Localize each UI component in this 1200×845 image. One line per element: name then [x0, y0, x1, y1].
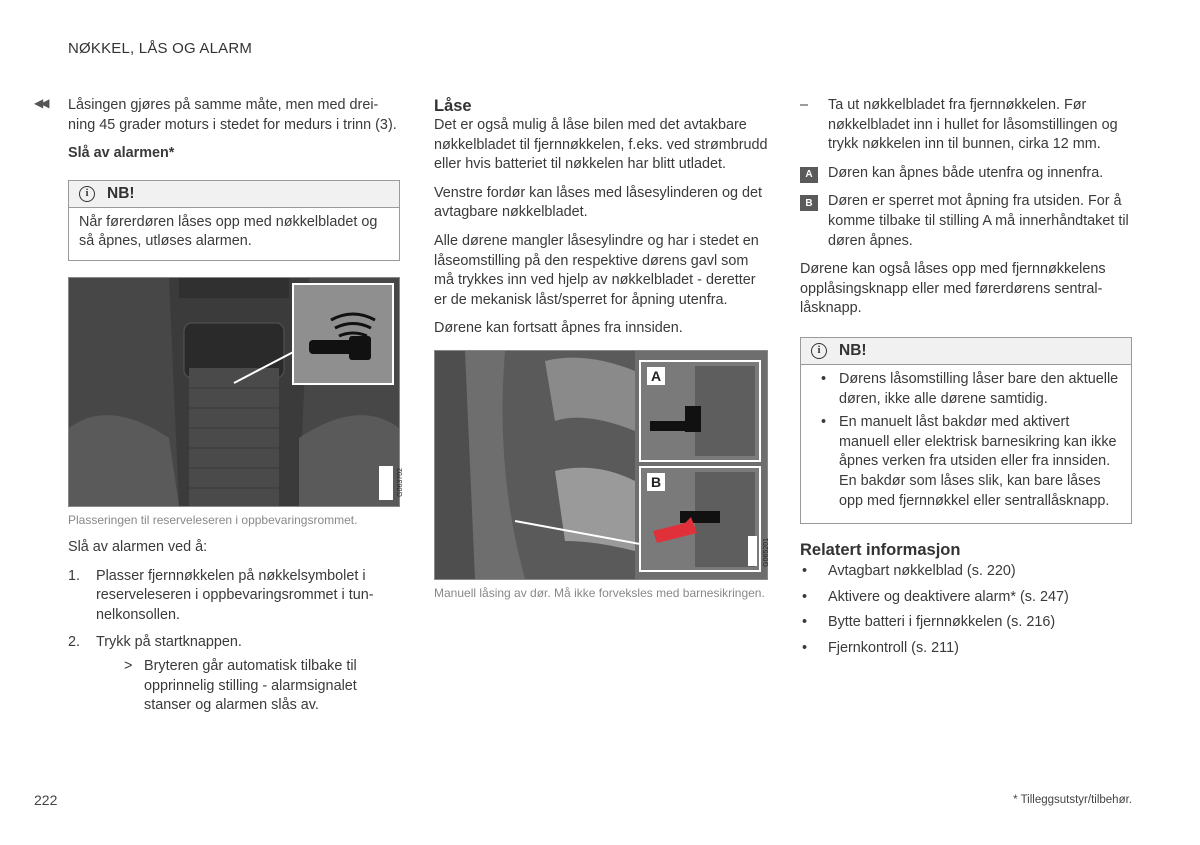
position-b-label: B	[650, 473, 662, 490]
info-icon: i	[811, 343, 827, 359]
related-link[interactable]: • Fjernkontroll (s. 211)	[800, 639, 1132, 659]
related-link[interactable]: • Avtagbart nøkkelblad (s. 220)	[800, 562, 1132, 582]
figure-door-lock	[434, 350, 768, 580]
note-item: • Dørens låsomstilling låser bare den aktuelle døren, ikke alle dørene samtidig.	[811, 370, 1121, 409]
position-b-item: B Døren er sperret mot åpning fra utsiden. For å komme tilbake til stilling A må innerhåndtaket til døren åpnes.	[800, 192, 1132, 251]
paragraph: Alle dørene mangler låsesylindre og har i stedet en låseomstilling på den respektive dørens gavl som må trykkes inn ved hjelp av nøkkelbladet - deretter er de mekanisk låst/sperret for åpning utenfra.	[434, 232, 759, 308]
steps-list	[68, 567, 400, 716]
note-header	[69, 181, 399, 208]
position-b-badge: B	[800, 195, 818, 211]
step-item: 1. Plasser fjernnøkkelen på nøkkelsymbolet i reserveleseren i oppbevaringsrommet i tunnelkonsollen.	[68, 567, 374, 623]
note-text: Når førerdøren låses opp med nøkkelbladet og så åpnes, utløses alarmen.	[79, 213, 378, 250]
position-a-badge: A	[800, 167, 818, 183]
page-number: 222	[34, 792, 58, 808]
subheading-disable-alarm: Slå av alarmen*	[68, 145, 175, 162]
door-illustration	[435, 351, 767, 579]
figure-code: G063702	[397, 467, 404, 497]
figure-backup-reader	[68, 277, 404, 507]
section-heading-lock: Låse	[434, 97, 472, 115]
column-middle	[434, 96, 768, 611]
paragraph: Dørene kan også låses opp med fjernnøkkelens opplåsingsknapp eller med førerdørens sentrallåsknapp.	[800, 261, 1106, 317]
note-header	[801, 338, 1131, 365]
related-list	[800, 562, 1132, 658]
figure-caption: Plasseringen til reserveleseren i oppbevaringsrommet.	[68, 512, 358, 527]
column-right	[800, 96, 1132, 664]
note-body	[801, 365, 1131, 523]
figure-caption: Manuell låsing av dør. Må ikke forveksles med barnesikringen.	[434, 585, 765, 600]
continued-icon: ◀◀	[34, 96, 47, 110]
intro-paragraph: Låsingen gjøres på samme måte, men med dreining 45 grader moturs i stedet for medurs i trinn (3).	[68, 97, 397, 133]
paragraph: Dørene kan fortsatt åpnes fra innsiden.	[434, 320, 683, 337]
step-result: > Bryteren går automatisk tilbake til opprinnelig stilling - alarmsignalet stanser og alarmen slås av.	[124, 657, 357, 714]
note-title: NB!	[107, 184, 135, 202]
note-item: • En manuelt låst bakdør med aktivert manuell eller elektrisk barnesikring kan ikke åpnes verken fra utsiden eller fra innsiden. En bakdør som låses slik, kan bare låses opp med fjernnøkkel eller sentrallåsknapp.	[811, 413, 1121, 511]
instruction-item: – Ta ut nøkkelbladet fra fjernnøkkelen. Før nøkkelbladet inn i hullet for låsomstillingen og trykk nøkkelen inn til bunnen, cirka 12 mm.	[800, 97, 1118, 153]
note-box	[800, 337, 1132, 524]
footnote: * Tilleggsutstyr/tilbehør.	[1013, 794, 1132, 806]
step-item: 2. Trykk på startknappen. > Bryteren går automatisk tilbake til opprinnelig stilling - alarmsignalet stanser og alarmen slås av.	[68, 633, 400, 715]
position-a-label: A	[650, 367, 662, 384]
figure-code: G065201	[763, 537, 770, 567]
paragraph: Det er også mulig å låse bilen med det avtakbare nøkkelbladet til fjernnøkkelen, f.eks. ved strømbrudd eller hvis batteriet til nøkkelen har blitt utladet.	[434, 117, 768, 173]
page-header: NØKKEL, LÅS OG ALARM	[68, 40, 253, 57]
paragraph: Venstre fordør kan låses med låsesylinderen og det avtagbare nøkkelbladet.	[434, 184, 762, 221]
position-a-item: A Døren kan åpnes både utenfra og innenfra.	[800, 164, 1132, 184]
info-icon: i	[79, 186, 95, 202]
column-left	[68, 96, 404, 724]
console-illustration	[69, 278, 399, 506]
related-heading: Relatert informasjon	[800, 541, 961, 560]
steps-lead: Slå av alarmen ved å:	[68, 538, 208, 555]
note-title: NB!	[839, 342, 867, 360]
related-link[interactable]: • Aktivere og deaktivere alarm* (s. 247)	[800, 588, 1132, 608]
related-link[interactable]: • Bytte batteri i fjernnøkkelen (s. 216)	[800, 613, 1132, 633]
note-box	[68, 180, 400, 261]
